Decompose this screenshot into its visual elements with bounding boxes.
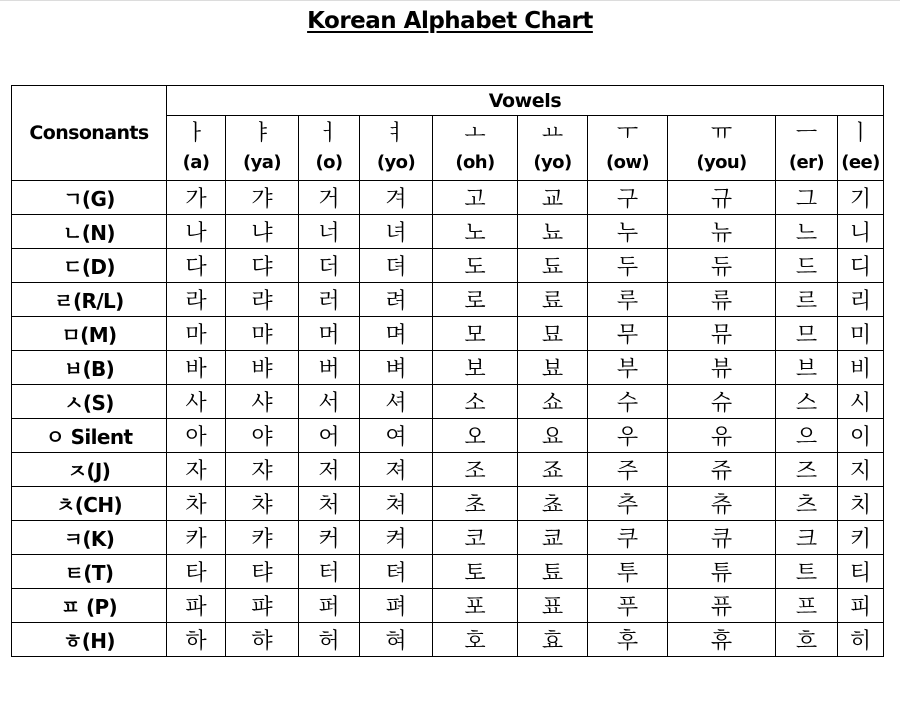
syllable-cell: 어 xyxy=(299,419,360,453)
syllable-cell: 됴 xyxy=(518,249,588,283)
syllable-cell: 녀 xyxy=(360,215,433,249)
syllable-cell: 규 xyxy=(668,181,776,215)
consonant-cell: ㅎ(H) xyxy=(12,623,167,657)
vowel-romanization: (oh) xyxy=(455,152,495,173)
syllable-cell: 고 xyxy=(433,181,518,215)
syllable-cell: 냐 xyxy=(226,215,299,249)
syllable-cell: 라 xyxy=(167,283,226,317)
syllable-cell: 거 xyxy=(299,181,360,215)
syllable-cell: 댜 xyxy=(226,249,299,283)
syllable-cell: 흐 xyxy=(776,623,838,657)
syllable-cell: 프 xyxy=(776,589,838,623)
syllable-cell: 보 xyxy=(433,351,518,385)
syllable-cell: 하 xyxy=(167,623,226,657)
syllable-cell: 허 xyxy=(299,623,360,657)
vowel-letter: ㅛ xyxy=(541,121,564,146)
syllable-cell: 티 xyxy=(838,555,884,589)
table-head xyxy=(12,86,884,181)
syllable-cell: 투 xyxy=(588,555,668,589)
vowel-letter: ㅓ xyxy=(318,121,340,146)
syllable-cell: 버 xyxy=(299,351,360,385)
vowel-romanization: (yo) xyxy=(533,152,572,173)
consonant-cell: ㅁ(M) xyxy=(12,317,167,351)
syllable-cell: 쿄 xyxy=(518,521,588,555)
syllable-cell: 유 xyxy=(668,419,776,453)
vowel-letter: ㅗ xyxy=(464,121,486,146)
consonants-header: Consonants xyxy=(12,86,167,181)
syllable-cell: 그 xyxy=(776,181,838,215)
syllable-cell: 즈 xyxy=(776,453,838,487)
table-row xyxy=(12,589,884,623)
vowel-letter: ㅑ xyxy=(251,121,273,146)
vowel-header-cell xyxy=(360,116,433,181)
syllable-cell: 표 xyxy=(518,589,588,623)
syllable-cell: 바 xyxy=(167,351,226,385)
syllable-cell: 툐 xyxy=(518,555,588,589)
syllable-cell: 코 xyxy=(433,521,518,555)
syllable-cell: 루 xyxy=(588,283,668,317)
syllable-cell: 드 xyxy=(776,249,838,283)
syllable-cell: 지 xyxy=(838,453,884,487)
syllable-cell: 겨 xyxy=(360,181,433,215)
syllable-cell: 혀 xyxy=(360,623,433,657)
syllable-cell: 큐 xyxy=(668,521,776,555)
syllable-cell: 며 xyxy=(360,317,433,351)
syllable-cell: 으 xyxy=(776,419,838,453)
vowel-romanization: (you) xyxy=(696,152,747,173)
syllable-cell: 스 xyxy=(776,385,838,419)
syllable-cell: 랴 xyxy=(226,283,299,317)
syllable-cell: 져 xyxy=(360,453,433,487)
syllable-cell: 죠 xyxy=(518,453,588,487)
syllable-cell: 모 xyxy=(433,317,518,351)
table-row xyxy=(12,419,884,453)
syllable-cell: 샤 xyxy=(226,385,299,419)
syllable-cell: 푸 xyxy=(588,589,668,623)
syllable-cell: 포 xyxy=(433,589,518,623)
syllable-cell: 퓨 xyxy=(668,589,776,623)
syllable-cell: 뇨 xyxy=(518,215,588,249)
syllable-cell: 야 xyxy=(226,419,299,453)
syllable-cell: 주 xyxy=(588,453,668,487)
table-row xyxy=(12,249,884,283)
vowel-romanization: (a) xyxy=(182,152,210,173)
consonant-cell: ㅊ(CH) xyxy=(12,487,167,521)
syllable-cell: 류 xyxy=(668,283,776,317)
syllable-cell: 트 xyxy=(776,555,838,589)
consonant-cell: ㅂ(B) xyxy=(12,351,167,385)
chart-title-text: Korean Alphabet Chart xyxy=(307,8,593,34)
syllable-cell: 노 xyxy=(433,215,518,249)
syllable-cell: 갸 xyxy=(226,181,299,215)
syllable-cell: 챠 xyxy=(226,487,299,521)
syllable-cell: 퍼 xyxy=(299,589,360,623)
syllable-cell: 벼 xyxy=(360,351,433,385)
syllable-cell: 서 xyxy=(299,385,360,419)
table-row xyxy=(12,521,884,555)
consonant-cell: ㅇ Silent xyxy=(12,419,167,453)
syllable-cell: 쳐 xyxy=(360,487,433,521)
syllable-cell: 머 xyxy=(299,317,360,351)
vowel-letter: ㅕ xyxy=(385,121,407,146)
syllable-cell: 나 xyxy=(167,215,226,249)
syllable-cell: 우 xyxy=(588,419,668,453)
syllable-cell: 피 xyxy=(838,589,884,623)
syllable-cell: 니 xyxy=(838,215,884,249)
korean-alphabet-table xyxy=(11,85,884,657)
syllable-cell: 뷰 xyxy=(668,351,776,385)
syllable-cell: 햐 xyxy=(226,623,299,657)
syllable-cell: 먀 xyxy=(226,317,299,351)
syllable-cell: 펴 xyxy=(360,589,433,623)
syllable-cell: 쵸 xyxy=(518,487,588,521)
consonant-cell: ㄱ(G) xyxy=(12,181,167,215)
vowel-header-cell xyxy=(588,116,668,181)
vowel-letter: ㅡ xyxy=(795,121,818,146)
syllable-cell: 효 xyxy=(518,623,588,657)
syllable-cell: 쟈 xyxy=(226,453,299,487)
consonant-cell: ㅋ(K) xyxy=(12,521,167,555)
syllable-cell: 캬 xyxy=(226,521,299,555)
vowel-letter: ㅠ xyxy=(710,121,733,146)
consonant-cell: ㄴ(N) xyxy=(12,215,167,249)
syllable-cell: 휴 xyxy=(668,623,776,657)
syllable-cell: 뱌 xyxy=(226,351,299,385)
syllable-cell: 사 xyxy=(167,385,226,419)
syllable-cell: 타 xyxy=(167,555,226,589)
syllable-cell: 처 xyxy=(299,487,360,521)
vowel-header-cell xyxy=(433,116,518,181)
syllable-cell: 추 xyxy=(588,487,668,521)
syllable-cell: 토 xyxy=(433,555,518,589)
syllable-cell: 기 xyxy=(838,181,884,215)
syllable-cell: 요 xyxy=(518,419,588,453)
table-row xyxy=(12,215,884,249)
vowel-romanization: (o) xyxy=(315,152,343,173)
syllable-cell: 차 xyxy=(167,487,226,521)
syllable-cell: 교 xyxy=(518,181,588,215)
syllable-cell: 치 xyxy=(838,487,884,521)
table-row xyxy=(12,623,884,657)
syllable-cell: 여 xyxy=(360,419,433,453)
syllable-cell: 켜 xyxy=(360,521,433,555)
syllable-cell: 수 xyxy=(588,385,668,419)
syllable-cell: 리 xyxy=(838,283,884,317)
syllable-cell: 마 xyxy=(167,317,226,351)
syllable-cell: 터 xyxy=(299,555,360,589)
syllable-cell: 카 xyxy=(167,521,226,555)
consonant-cell: ㅅ(S) xyxy=(12,385,167,419)
syllable-cell: 듀 xyxy=(668,249,776,283)
syllable-cell: 르 xyxy=(776,283,838,317)
syllable-cell: 저 xyxy=(299,453,360,487)
syllable-cell: 두 xyxy=(588,249,668,283)
vowel-header-cell xyxy=(167,116,226,181)
syllable-cell: 자 xyxy=(167,453,226,487)
syllable-cell: 브 xyxy=(776,351,838,385)
syllable-cell: 너 xyxy=(299,215,360,249)
syllable-cell: 뮤 xyxy=(668,317,776,351)
syllable-cell: 이 xyxy=(838,419,884,453)
syllable-cell: 오 xyxy=(433,419,518,453)
syllable-cell: 쿠 xyxy=(588,521,668,555)
syllable-cell: 려 xyxy=(360,283,433,317)
consonant-cell: ㄷ(D) xyxy=(12,249,167,283)
table-row xyxy=(12,385,884,419)
syllable-cell: 구 xyxy=(588,181,668,215)
syllable-cell: 후 xyxy=(588,623,668,657)
vowels-header: Vowels xyxy=(167,86,884,116)
table-row xyxy=(12,181,884,215)
vowel-romanization: (ow) xyxy=(605,152,650,173)
vowel-header-cell xyxy=(776,116,838,181)
syllable-cell: 츠 xyxy=(776,487,838,521)
syllable-cell: 슈 xyxy=(668,385,776,419)
vowel-romanization: (er) xyxy=(788,152,825,173)
syllable-cell: 퍄 xyxy=(226,589,299,623)
chart-title xyxy=(0,8,900,34)
consonant-cell: ㅌ(T) xyxy=(12,555,167,589)
vowel-letter: ㅏ xyxy=(185,121,207,146)
table-body xyxy=(12,181,884,657)
vowel-romanization: (ee) xyxy=(841,152,880,173)
syllable-cell: 호 xyxy=(433,623,518,657)
syllable-cell: 느 xyxy=(776,215,838,249)
vowel-header-cell xyxy=(518,116,588,181)
syllable-cell: 탸 xyxy=(226,555,299,589)
syllable-cell: 뵤 xyxy=(518,351,588,385)
table-row xyxy=(12,317,884,351)
table-row xyxy=(12,283,884,317)
vowel-romanization: (ya) xyxy=(243,152,281,173)
vowel-header-cell xyxy=(299,116,360,181)
syllable-cell: 쇼 xyxy=(518,385,588,419)
vowel-letter: ㅣ xyxy=(849,121,872,146)
consonant-cell: ㅍ (P) xyxy=(12,589,167,623)
syllable-cell: 아 xyxy=(167,419,226,453)
syllable-cell: 가 xyxy=(167,181,226,215)
consonant-cell: ㄹ(R/L) xyxy=(12,283,167,317)
syllable-cell: 더 xyxy=(299,249,360,283)
table-row xyxy=(12,453,884,487)
syllable-cell: 조 xyxy=(433,453,518,487)
syllable-cell: 시 xyxy=(838,385,884,419)
syllable-cell: 파 xyxy=(167,589,226,623)
vowel-header-cell xyxy=(226,116,299,181)
vowel-header-cell xyxy=(838,116,884,181)
syllable-cell: 츄 xyxy=(668,487,776,521)
syllable-cell: 료 xyxy=(518,283,588,317)
syllable-cell: 도 xyxy=(433,249,518,283)
syllable-cell: 쥬 xyxy=(668,453,776,487)
syllable-cell: 커 xyxy=(299,521,360,555)
syllable-cell: 히 xyxy=(838,623,884,657)
syllable-cell: 소 xyxy=(433,385,518,419)
syllable-cell: 미 xyxy=(838,317,884,351)
syllable-cell: 묘 xyxy=(518,317,588,351)
table-row xyxy=(12,487,884,521)
syllable-cell: 키 xyxy=(838,521,884,555)
syllable-cell: 뉴 xyxy=(668,215,776,249)
vowel-letter: ㅜ xyxy=(616,121,639,146)
table-row xyxy=(12,555,884,589)
syllable-cell: 부 xyxy=(588,351,668,385)
consonant-cell: ㅈ(J) xyxy=(12,453,167,487)
table-row xyxy=(12,351,884,385)
syllable-cell: 비 xyxy=(838,351,884,385)
syllable-cell: 초 xyxy=(433,487,518,521)
syllable-cell: 누 xyxy=(588,215,668,249)
syllable-cell: 로 xyxy=(433,283,518,317)
syllable-cell: 디 xyxy=(838,249,884,283)
syllable-cell: 러 xyxy=(299,283,360,317)
syllable-cell: 셔 xyxy=(360,385,433,419)
syllable-cell: 므 xyxy=(776,317,838,351)
syllable-cell: 튜 xyxy=(668,555,776,589)
syllable-cell: 뎌 xyxy=(360,249,433,283)
syllable-cell: 무 xyxy=(588,317,668,351)
vowel-romanization: (yo) xyxy=(376,152,416,173)
header-row-top xyxy=(12,86,884,116)
vowel-header-cell xyxy=(668,116,776,181)
top-rule xyxy=(0,0,900,1)
syllable-cell: 다 xyxy=(167,249,226,283)
syllable-cell: 텨 xyxy=(360,555,433,589)
syllable-cell: 크 xyxy=(776,521,838,555)
